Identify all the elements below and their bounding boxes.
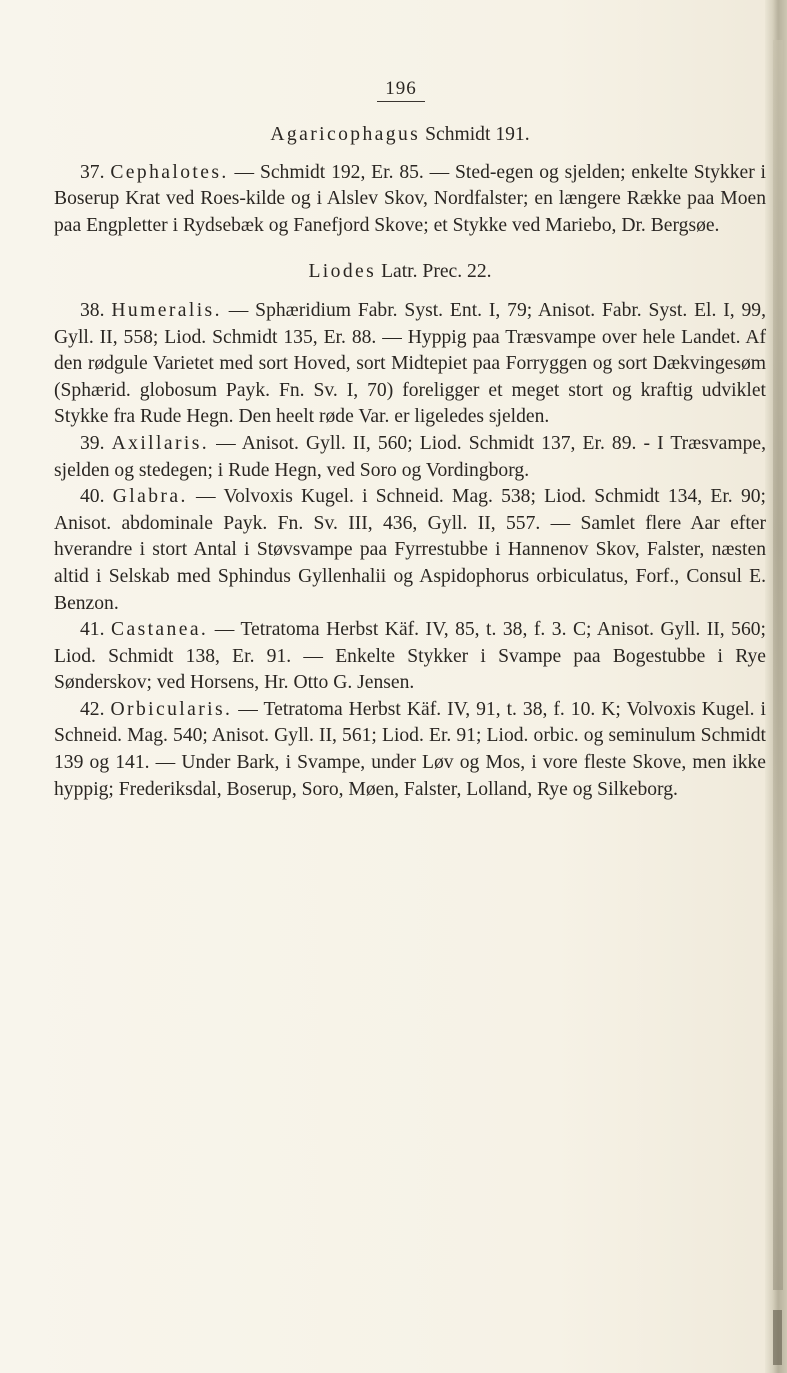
species-name: Humeralis. <box>111 299 222 321</box>
entry-text: — Sphæridium Fabr. Syst. Ent. I, 79; Anisot. Fabr. Syst. El. I, 99, Gyll. II, 558; Liod. Schmidt 135, Er. 88. — Hyppig paa Træsvampe over hele Landet. Af den rødgule Varietet med sort Hoved, sort Midtepiet paa Forryggen og sort Dækvingesøm (Sphærid. globosum Payk. Fn. Sv. I, 70) foreligger et meget stort og kraftig udviklet Stykke fra Rude Hegn. Den heelt røde Var. er ligeledes sjelden. <box>54 299 766 428</box>
page-number: 196 <box>385 78 417 99</box>
entry-text: — Tetratoma Herbst Käf. IV, 85, t. 38, f. 3. C; Anisot. Gyll. II, 560; Liod. Schmidt 138, Er. 91. — Enkelte Stykker i Svampe paa Bogestubbe i Rye Sønderskov; ved Horsens, Hr. Otto G. Jensen. <box>54 619 766 694</box>
species-entry-39 <box>54 431 766 484</box>
entry-text: — Tetratoma Herbst Käf. IV, 91, t. 38, f. 10. K; Volvoxis Kugel. i Schneid. Mag. 540; Anisot. Gyll. II, 561; Liod. Er. 91; Liod. orbic. og seminulum Schmidt 139 og 141. — Under Bark, i Svampe, under Løv og Mos, i vore fleste Skove, men ikke hyppig; Frederiksdal, Boserup, Soro, Møen, Falster, Lolland, Rye og Silkeborg. <box>54 698 766 800</box>
species-name: Orbicularis. <box>110 698 233 720</box>
genus-name: Liodes <box>308 261 377 283</box>
page-edge-dark-mark <box>773 1310 782 1365</box>
genus-name: Agaricophagus <box>270 124 421 145</box>
species-name: Cephalotes. <box>110 161 229 183</box>
page-number-underline <box>377 101 425 102</box>
entry-number: 37. <box>80 161 105 183</box>
entry-text: — Anisot. Gyll. II, 560; Liod. Schmidt 137, Er. 89. - I Træsvampe, sjelden og stedegen; i Rude Hegn, ved Soro og Vordingborg. <box>54 432 766 481</box>
species-name: Axillaris. <box>111 432 210 454</box>
genus-heading-liodes <box>34 259 766 286</box>
species-entry-40 <box>54 484 766 617</box>
genus-authority: Schmidt 191. <box>425 124 530 145</box>
text-column <box>54 78 766 803</box>
species-entry-41 <box>54 617 766 697</box>
entry-number: 38. <box>80 299 105 321</box>
entry-number: 39. <box>80 432 105 454</box>
genus-authority: Latr. Prec. 22. <box>381 261 492 283</box>
page-edge-mark <box>773 40 783 1290</box>
entry-text: — Volvoxis Kugel. i Schneid. Mag. 538; Liod. Schmidt 134, Er. 90; Anisot. abdominale Payk. Fn. Sv. III, 436, Gyll. II, 557. — Samlet flere Aar efter hverandre i stort Antal i Støvsvampe paa Fyrrestubbe i Hannenov Skov, Falster, næsten altid i Selskab med Sphindus Gyllenhalii og Aspidophorus orbiculatus, Forf., Consul E. Benzon. <box>54 486 766 614</box>
species-entry-42 <box>54 697 766 803</box>
entry-number: 40. <box>80 486 105 508</box>
genus-heading-agaricophagus <box>34 122 766 149</box>
species-entry-37 <box>54 160 766 240</box>
entry-number: 41. <box>80 619 105 641</box>
species-entry-38 <box>54 298 766 431</box>
entry-number: 42. <box>80 698 105 720</box>
entry-text: — Schmidt 192, Er. 85. — Sted-egen og sjelden; enkelte Stykker i Boserup Krat ved Roes-kilde og i Alslev Skov, Nordfalster; en længere Række paa Moen paa Engpletter i Rydsebæk og Fanefjord Skove; et Stykke ved Mariebo, Dr. Bergsøe. <box>54 161 766 236</box>
page-edge-shadow <box>765 0 787 1373</box>
species-name: Glabra. <box>112 486 188 508</box>
species-name: Castanea. <box>111 619 209 641</box>
